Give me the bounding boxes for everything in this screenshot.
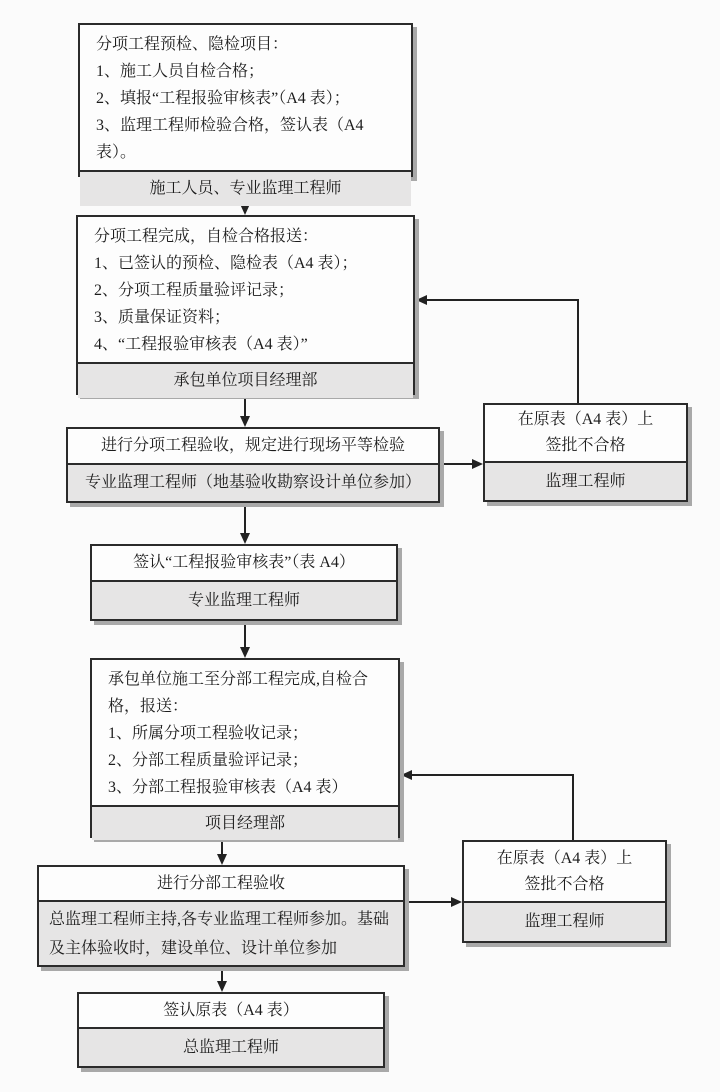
body-line: 1、所属分项工程验收记录； [108, 725, 309, 742]
step-box-subdivision-completed-submit [90, 658, 400, 838]
arrowhead-down-4 [240, 647, 250, 658]
responsible-party-label: 专业监理工程师（地基验收勘察设计单位参加） [68, 463, 438, 501]
arrowhead-down-6 [217, 981, 227, 992]
body-line: 3、分部工程报验审核表（A4 表） [108, 779, 348, 796]
responsible-party-label: 监理工程师 [464, 901, 665, 941]
step-box-body [92, 660, 398, 805]
reject-box-sign-unqualified-2 [462, 840, 667, 943]
arrowhead-right-2 [451, 897, 462, 907]
body-line: 1、施工人员自检合格； [96, 63, 265, 80]
title-line: 在原表（A4 表）上 [517, 411, 654, 428]
step-box-body [78, 217, 413, 362]
body-line: 分项工程完成，自检合格报送： [94, 228, 319, 245]
step-box-sign-review-form [90, 544, 398, 621]
step-box-sign-original-form [77, 992, 385, 1068]
arrowhead-left-1 [416, 295, 427, 305]
body-line: 2、分部工程质量验评记录； [108, 752, 309, 769]
body-line: 2、分项工程质量验评记录； [94, 282, 295, 299]
arrowhead-right-1 [472, 459, 483, 469]
step-title: 签认原表（A4 表） [163, 1001, 299, 1019]
step-box-preinspection-items [78, 23, 413, 197]
body-line: 承包单位施工至分部工程完成,自检合格，报送： [108, 671, 369, 715]
body-line: 3、质量保证资料； [94, 309, 231, 326]
arrowhead-left-2 [401, 770, 412, 780]
connector-reject1-box2 [419, 300, 578, 403]
title-line: 在原表（A4 表）上 [496, 849, 633, 867]
title-line: 签批不合格 [524, 875, 605, 893]
responsible-party-label: 专业监理工程师 [92, 580, 396, 619]
body-line: 分项工程预检、隐检项目： [96, 36, 289, 53]
step-title: 进行分项工程验收，规定进行现场平等检验 [100, 437, 405, 454]
step-title: 签认“工程报验审核表”（表 A4） [133, 554, 355, 571]
step-title: 进行分部工程验收 [156, 874, 285, 892]
body-line: 4、“工程报验审核表（A4 表）” [94, 336, 308, 353]
arrowhead-down-3 [240, 533, 250, 544]
responsible-party-label: 项目经理部 [92, 805, 398, 840]
body-line: 1、已签认的预检、隐检表（A4 表）； [94, 255, 358, 272]
step-box-subitem-completed-submit [76, 215, 415, 395]
responsible-party-label: 总监理工程师主持,各专业监理工程师参加。基础及主体验收时，建设单位、设计单位参加 [39, 900, 403, 965]
arrowhead-down-5 [217, 854, 227, 865]
step-title [464, 842, 665, 901]
responsible-party-label: 承包单位项目经理部 [78, 362, 413, 398]
step-box-subitem-acceptance [66, 427, 440, 503]
step-title [485, 405, 686, 461]
step-box-body [80, 25, 411, 170]
arrowhead-down-2 [240, 416, 250, 427]
reject-box-sign-unqualified-1 [483, 403, 688, 502]
body-line: 3、监理工程师检验合格，签认表（A4 表）。 [96, 117, 364, 161]
step-box-subdivision-acceptance [37, 865, 405, 967]
body-line: 2、填报“工程报验审核表”（A4 表）； [96, 90, 350, 107]
responsible-party-label: 总监理工程师 [79, 1027, 383, 1066]
connector-reject2-box5 [404, 775, 573, 840]
responsible-party-label: 施工人员、专业监理工程师 [80, 170, 411, 206]
responsible-party-label: 监理工程师 [485, 461, 686, 500]
title-line: 签批不合格 [545, 437, 626, 454]
